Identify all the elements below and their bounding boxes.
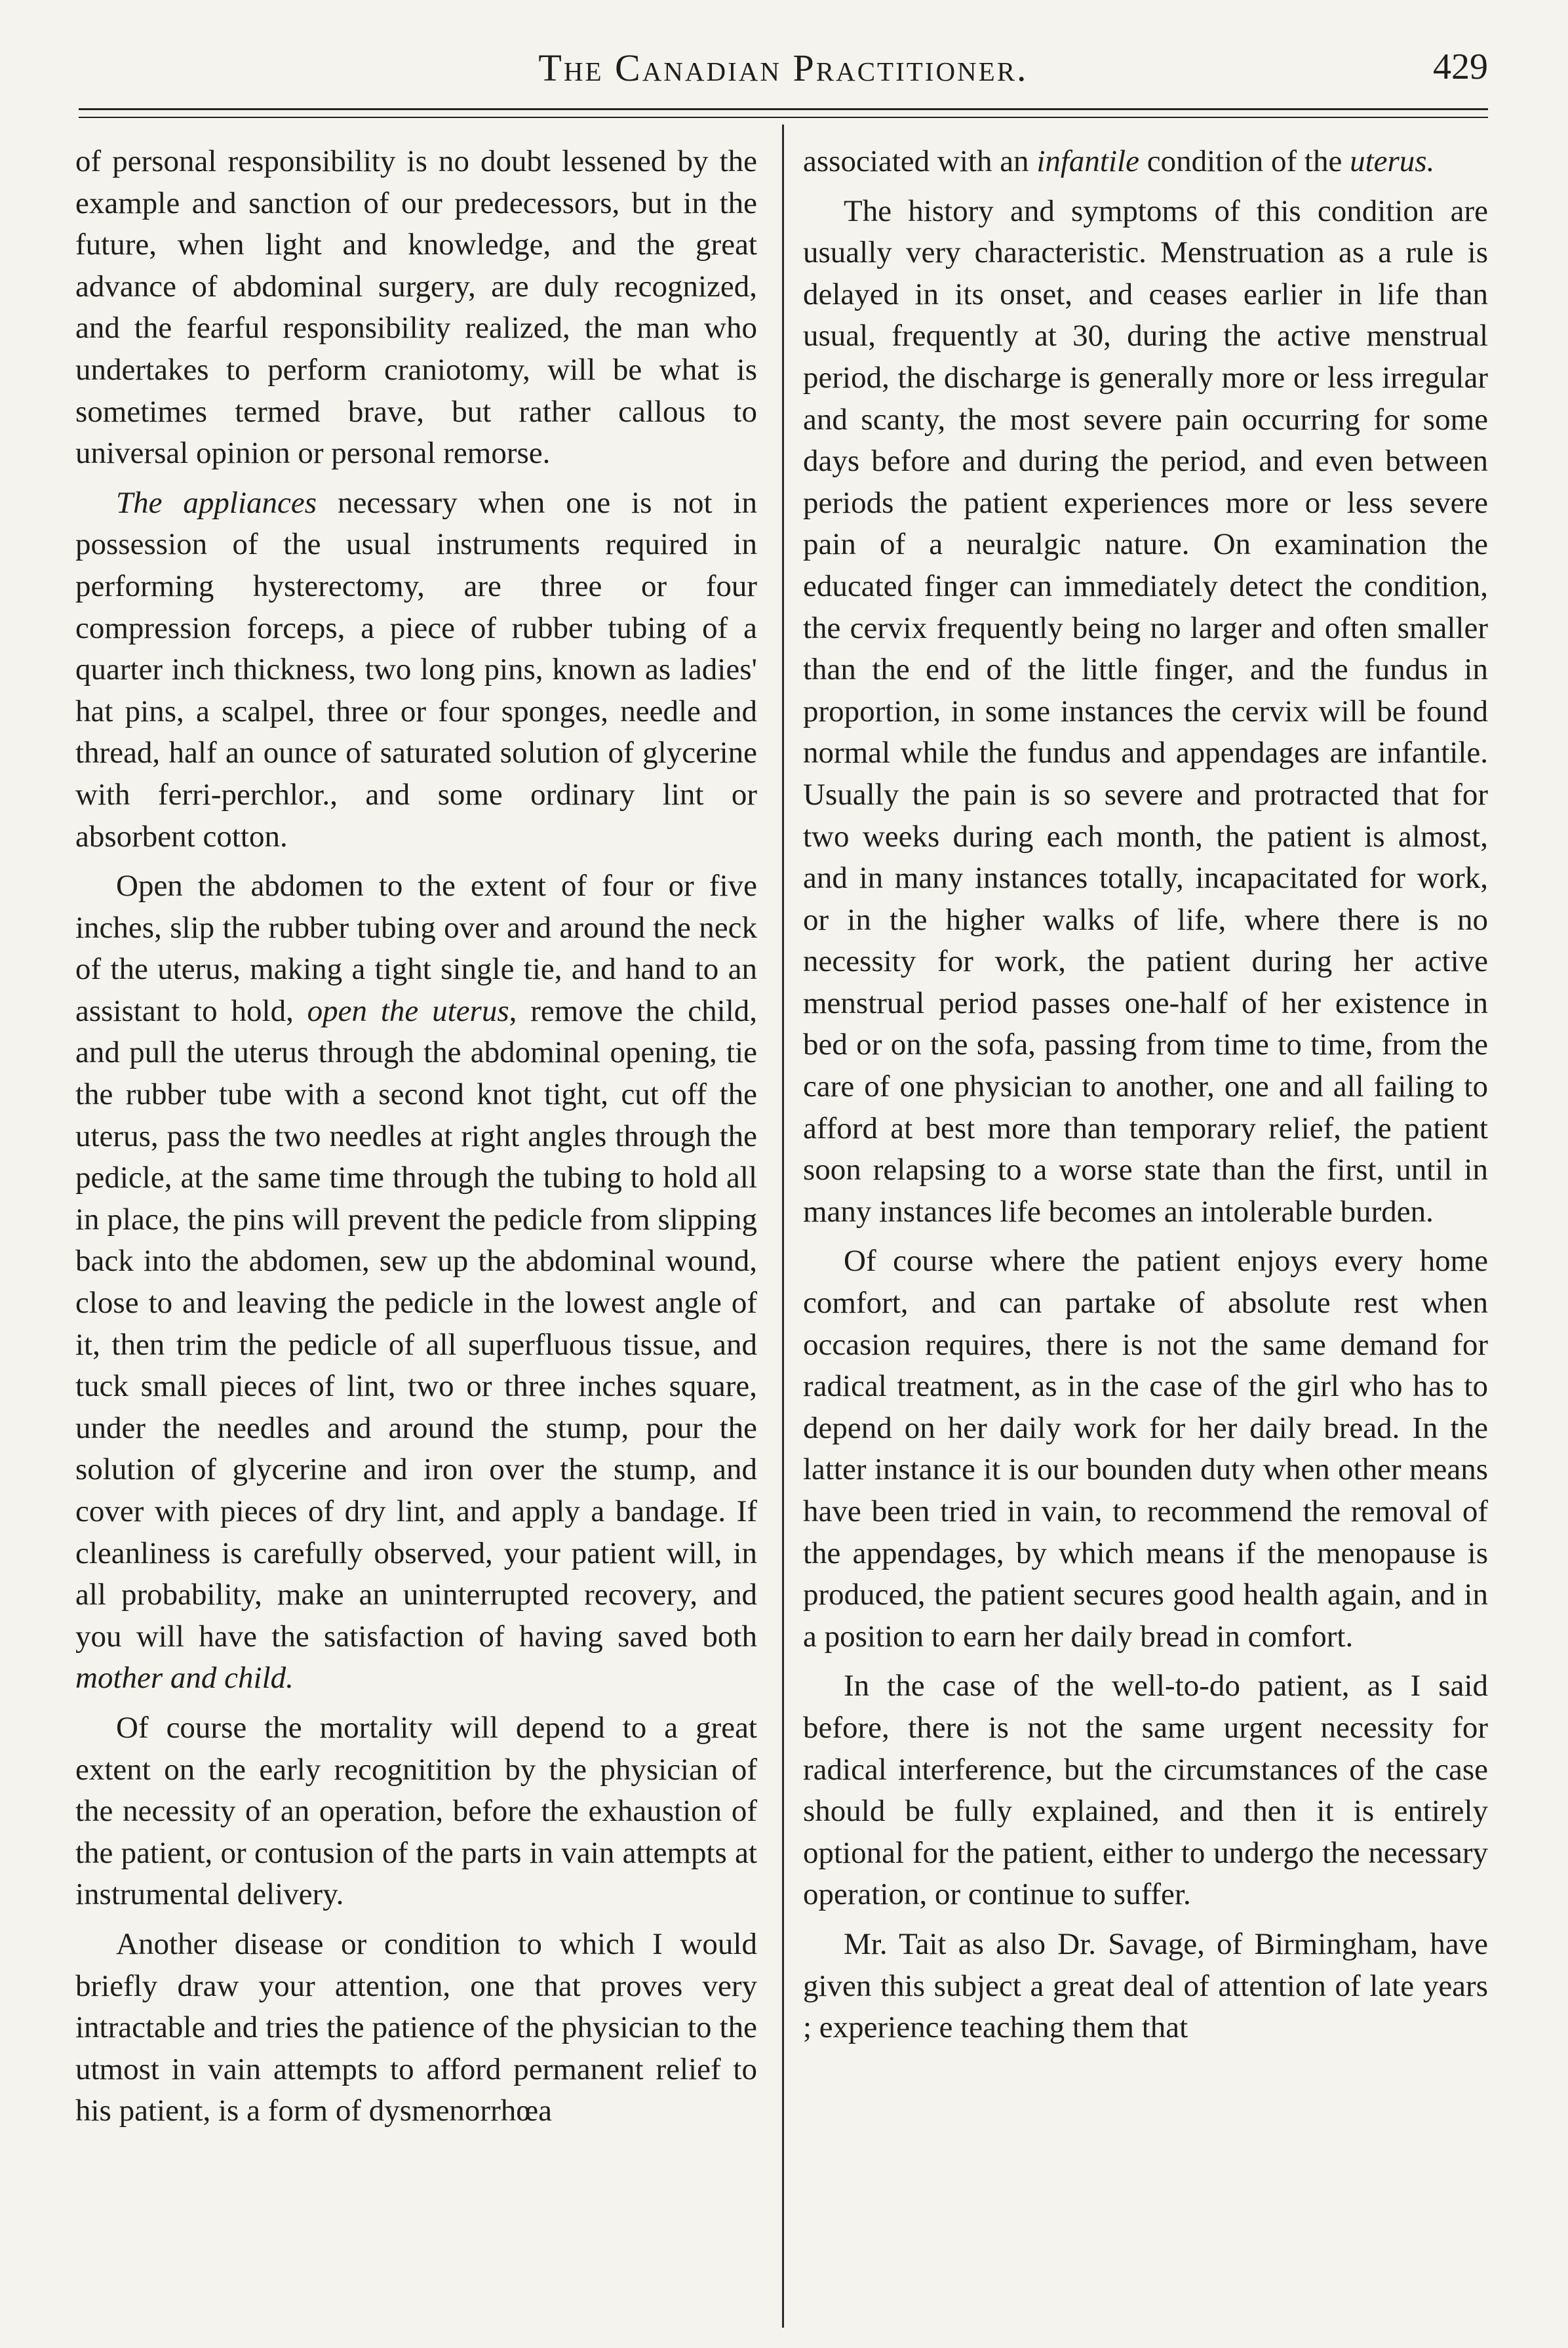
italic-phrase: open the uterus — [307, 993, 509, 1028]
paragraph — [803, 1241, 1488, 1658]
paragraph — [75, 1707, 757, 1916]
paragraph-text: necessary when one is not in possession of the usual instruments required in performing hysterectomy, are three or four compression forceps, a piece of rubber tubing of a quarter inch thickness, two long pins, known as ladies' hat pins, a scalpel, three or four sponges, needle and thread, half an ounce of saturated solution of glycerine with ferri-perchlor., and some ordinary lint or absorbent cotton. — [75, 485, 757, 854]
paragraph — [75, 141, 757, 475]
paragraph-text: Open the abdomen to the extent of four or five inches, slip the rubber tubing over and around the neck of the uterus, making a tight single tie, and hand to an assistant to hold, — [75, 869, 757, 1028]
paragraph — [803, 141, 1488, 183]
header-rule-bottom — [79, 117, 1488, 118]
italic-lead: The appliances — [116, 485, 317, 520]
paragraph-text: In the case of the well-to-do patient, as I said before, there is not the same urgent necessity for radical interference, but the circumstances of the case should be fully explained, and then it is entirely optional for the patient, either to undergo the necessary operation, or continue to suffer. — [803, 1669, 1488, 1912]
column-divider — [782, 125, 784, 2328]
right-column — [803, 141, 1488, 2057]
running-header — [79, 39, 1488, 111]
paragraph — [803, 1665, 1488, 1916]
italic-phrase: uterus. — [1350, 144, 1435, 178]
paragraph — [75, 483, 757, 858]
left-column — [75, 141, 757, 2140]
italic-phrase: infantile — [1036, 144, 1139, 178]
header-rule-top — [79, 108, 1488, 110]
paragraph-text: Mr. Tait as also Dr. Savage, of Birmingham, have given this subject a great deal of attention of late years ; experience teaching them that — [803, 1926, 1488, 2045]
paragraph-text: condition of the — [1139, 144, 1350, 178]
paragraph — [803, 191, 1488, 1233]
paragraph-text: , remove the child, and pull the uterus through the abdominal opening, tie the rubber tube with a second knot tight, cut off the uterus, pass the two needles at right angles through the pedicle, at the same time through the tubing to hold all in place, the pins will prevent the pedicle from slipping back into the abdomen, sew up the abdominal wound, close to and leaving the pedicle in the lowest angle of it, then trim the pedicle of all superfluous tissue, and tuck small pieces of lint, two or three inches square, under the needles and around the stump, pour the solution of glycerine and iron over the stump, and cover with pieces of dry lint, and apply a bandage. If cleanliness is carefully observed, your patient will, in all probability, make an uninterrupted recovery, and you will have the satisfaction of having saved both — [75, 993, 757, 1654]
paragraph-text: associated with an — [803, 144, 1037, 178]
paragraph — [803, 1924, 1488, 2049]
paragraph — [75, 866, 757, 1700]
paragraph — [75, 1924, 757, 2132]
paragraph-text: Of course where the patient enjoys every home comfort, and can partake of absolute rest when occasion requires, there is not the same demand for radical treatment, as in the case of the girl who has to depend on her daily work for her daily bread. In the latter instance it is our bounden duty when other means have been tried in vain, to recommend the removal of the appendages, by which means if the menopause is produced, the patient secures good health again, and in a position to earn her daily bread in comfort. — [803, 1244, 1488, 1654]
italic-phrase: mother and child. — [75, 1661, 294, 1696]
journal-title: The Canadian Practitioner. — [538, 47, 1029, 89]
page-number: 429 — [1433, 47, 1488, 87]
paragraph-text: of personal responsibility is no doubt lessened by the example and sanction of our predecessors, but in the future, when light and knowledge, and the great advance of abdominal surgery, are duly recognized, and the fearful responsibility realized, the man who undertakes to perform craniotomy, will be what is sometimes termed brave, but rather callous to universal opinion or personal remorse. — [75, 144, 757, 471]
paragraph-text: Another disease or condition to which I would briefly draw your attention, one that proves very intractable and tries the patience of the physician to the utmost in vain attempts to afford permanent relief to his patient, is a form of dysmenorrhœa — [75, 1926, 757, 2128]
paragraph-text: Of course the mortality will depend to a great extent on the early recognitition by the physician of the necessity of an operation, before the exhaustion of the patient, or contusion of the parts in vain attempts at instrumental delivery. — [75, 1710, 757, 1912]
paragraph-text: The history and symptoms of this condition are usually very characteristic. Menstruation as a rule is delayed in its onset, and ceases earlier in life than usual, frequently at 30, during the active menstrual period, the discharge is generally more or less irregular and scanty, the most severe pain occurring for some days before and during the period, and even between periods the patient experiences more or less severe pain of a neuralgic nature. On examination the educated finger can immediately detect the condition, the cervix frequently being no larger and often smaller than the end of the little finger, and the fundus in proportion, in some instances the cervix will be found normal while the fundus and appendages are infantile. Usually the pain is so severe and protracted that for two weeks during each month, the patient is almost, and in many instances totally, incapacitated for work, or in the higher walks of life, where there is no necessity for work, the patient during her active menstrual period passes one-half of her existence in bed or on the sofa, passing from time to time, from the care of one physician to another, one and all failing to afford at best more than temporary relief, the patient soon relapsing to a worse state than the first, until in many instances life becomes an intolerable burden. — [803, 193, 1488, 1229]
